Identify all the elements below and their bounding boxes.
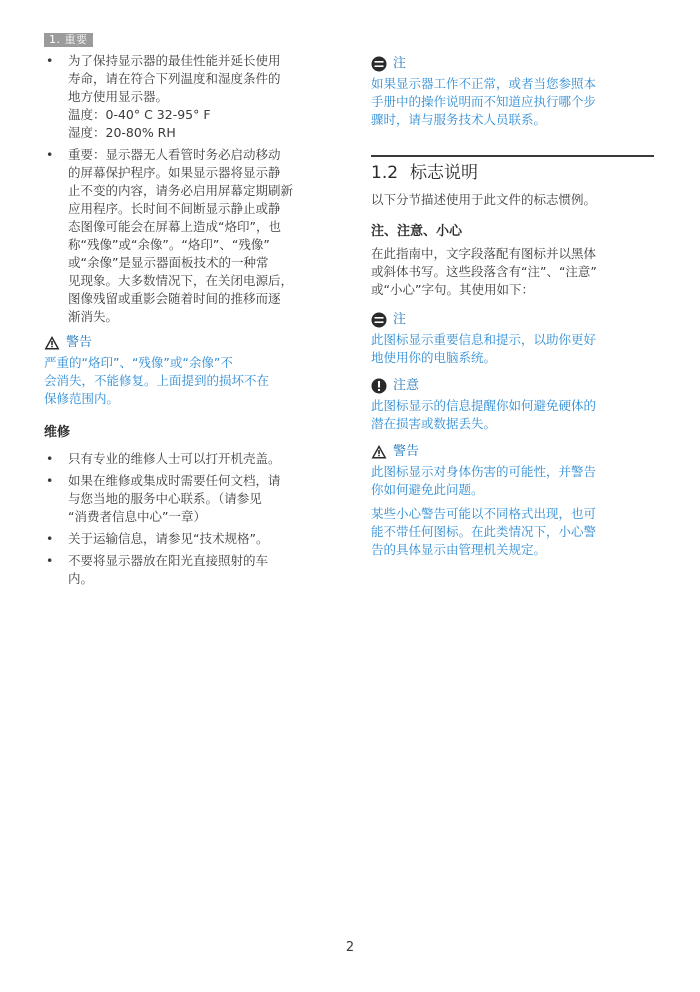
warning-label: 警告 — [66, 335, 93, 350]
right-column — [371, 52, 654, 559]
warning-heading — [371, 443, 654, 461]
repair-bullets — [44, 450, 328, 588]
list-item: • 只有专业的维修人士可以打开机壳盖。 — [44, 450, 328, 468]
warning-icon — [44, 335, 60, 351]
note-heading — [371, 311, 654, 329]
warning-text: 严重的“烙印”、“残像”或“余像”不 会消失，不能修复。上面提到的损坏不在 保修范围内。 — [44, 355, 270, 406]
bullet-text: 只有专业的维修人士可以打开机壳盖。 — [68, 451, 281, 466]
list-item: • 为了保持显示器的最佳性能并延长使用 寿命，请在符合下列温度和湿度条件的 地方使用显示器。 温度：0-40° C 32-95° F 湿度：20-80% RH — [44, 52, 328, 142]
section-title-text: 标志说明 — [410, 163, 479, 183]
section-intro: 以下分节描述使用于此文件的标志惯例。 — [371, 192, 597, 207]
subheading-text: 在此指南中，文字段落配有图标并以黑体 或斜体书写。这些段落含有“注”、“注意” 或“小心”字句。其使用如下： — [371, 246, 597, 297]
section-title — [371, 155, 654, 185]
list-item: • 关于运输信息，请参见“技术规格”。 — [44, 530, 328, 548]
note-icon — [371, 312, 387, 328]
section-tag: 1. 重要 — [44, 33, 93, 47]
list-item: • 重要：显示器无人看管时务必启动移动 的屏幕保护程序。如果显示器将显示静 止不变的内容，请务必启用屏幕定期刷新 应用程序。长时间不间断显示静止或静 态图像可能会在屏幕上造成“烙印”，也 称“残像”或“余像”。“烙印”、“残像” 或“余像”是显示器面板技术的一种常 见现象。大多数情况下，在关闭电源后， 图像残留或重影会随着时间的推移而逐 渐消失。 — [44, 146, 328, 326]
warning-extra-text: 某些小心警告可能以不同格式出现，也可 能不带任何图标。在此类情况下，小心警 告的具体显示由管理机关规定。 — [371, 506, 597, 557]
note-text: 如果显示器工作不正常，或者当您参照本 手册中的操作说明而不知道应执行哪个步 骤时，请与服务技术人员联系。 — [371, 76, 597, 127]
warning-icon — [371, 444, 387, 460]
note-icon — [371, 56, 387, 72]
warning-label: 警告 — [393, 444, 420, 459]
list-item: • 如果在维修或集成时需要任何文档，请 与您当地的服务中心联系。（请参见 “消费者信息中心”一章） — [44, 472, 328, 526]
repair-heading: 维修 — [44, 425, 71, 440]
bullet-text: 重要：显示器无人看管时务必启动移动 的屏幕保护程序。如果显示器将显示静 止不变的内容，请务必启用屏幕定期刷新 应用程序。长时间不间断显示静止或静 态图像可能会在屏幕上造成“烙印”，也 称“残像”或“余像”。“烙印”、“残像” 或“余像”是显示器面板技术的一种常 见现象。大多数情况下，在关闭电源后， 图像残留或重影会随着时间的推移而逐 渐消失。 — [68, 147, 294, 324]
subheading: 注、注意、小心 — [371, 224, 463, 239]
note-label: 注 — [393, 312, 407, 327]
caution-label: 注意 — [393, 378, 420, 393]
caution-text: 此图标显示的信息提醒你如何避免硬体的 潜在损害或数据丢失。 — [371, 398, 597, 431]
caution-heading — [371, 377, 654, 395]
note-heading — [371, 55, 654, 73]
environment-bullets — [44, 52, 328, 326]
warning-text: 此图标显示对身体伤害的可能性，并警告 你如何避免此问题。 — [371, 464, 597, 497]
page-number: 2 — [345, 940, 355, 955]
bullet-text: 关于运输信息，请参见“技术规格”。 — [68, 531, 269, 546]
warning-heading — [44, 334, 328, 352]
left-column — [44, 52, 328, 592]
list-item: • 不要将显示器放在阳光直接照射的车 内。 — [44, 552, 328, 588]
section-number: 1.2 — [371, 163, 399, 183]
note-text: 此图标显示重要信息和提示，以助你更好 地使用你的电脑系统。 — [371, 332, 597, 365]
bullet-text: 为了保持显示器的最佳性能并延长使用 寿命，请在符合下列温度和湿度条件的 地方使用显示器。 温度：0-40° C 32-95° F 湿度：20-80% RH — [68, 53, 281, 140]
bullet-text: 如果在维修或集成时需要任何文档，请 与您当地的服务中心联系。（请参见 “消费者信息中心”一章） — [68, 473, 281, 524]
note-label: 注 — [393, 56, 407, 71]
caution-icon — [371, 378, 387, 394]
bullet-text: 不要将显示器放在阳光直接照射的车 内。 — [68, 553, 269, 586]
